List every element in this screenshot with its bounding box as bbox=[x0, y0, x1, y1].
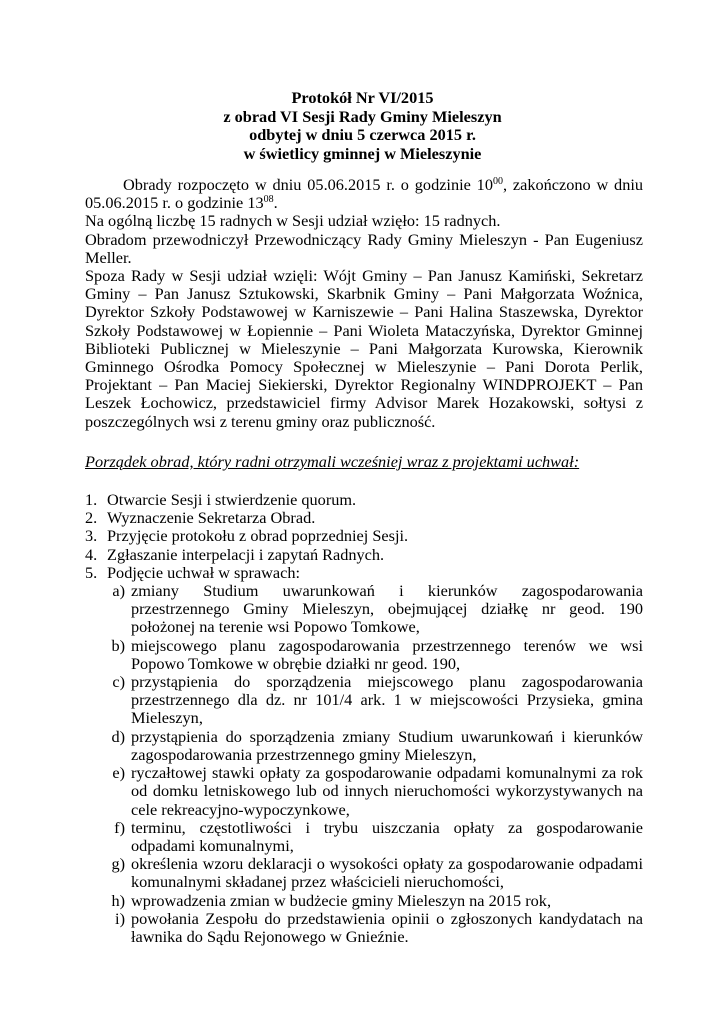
agenda-subitem bbox=[85, 728, 643, 764]
protocol-title bbox=[0, 89, 725, 163]
subitem-text: terminu, częstotliwości i trybu uiszczania opłaty za gospodarowanie odpadami komunalnymi, bbox=[131, 817, 643, 855]
agenda-subitem bbox=[85, 582, 643, 637]
guests-paragraph: Spoza Rady w Sesji udział wzięli: Wójt Gminy – Pan Janusz Kamiński, Sekretarz Gminy – Pan Janusz Sztukowski, Skarbnik Gminy – Pani Małgorzata Woźnica, Dyrektor Szkoły Podstawowej w Karniszewie – Pani Halina Staszewska, Dyrektor Szkoły Podstawowej w Łopiennie – Pani Wioleta Mataczyńska, Dyrektor Gminnej Biblioteki Publicznej w Mieleszynie – Pani Małgorzata Kurowska, Kierownik Gminnego Ośrodka Pomocy Społecznej w Mieleszynie – Pani Dorota Perlik, Projektant – Pan Maciej Siekierski, Dyrektor Regionalny WINDPROJEKT – Pan Leszek Łochowicz, przedstawiciel firmy Advisor Marek Hozakowski, sołtysi z poszczególnych wsi z terenu gminy oraz publiczność. bbox=[85, 266, 643, 431]
chair-paragraph: Obradom przewodniczył Przewodniczący Rady Gminy Mieleszyn - Pan Eugeniusz Meller. bbox=[85, 229, 643, 267]
opening-text-a: Obrady rozpoczęto w dniu 05.06.2015 r. o godzinie 10 bbox=[123, 175, 493, 194]
title-line-4: w świetlicy gminnej w Mieleszynie bbox=[243, 143, 482, 163]
agenda-subitem bbox=[85, 673, 643, 728]
subitem-text: przystąpienia do sporządzenia zmiany Studium uwarunkowań i kierunków zagospodarowania przestrzennego gminy Mieleszyn, bbox=[131, 726, 643, 764]
subitem-letter: e) bbox=[112, 763, 125, 783]
agenda-item-number: 2. bbox=[85, 508, 98, 528]
start-minutes: 00 bbox=[492, 176, 503, 187]
subitem-text: ryczałtowej stawki opłaty za gospodarowanie odpadami komunalnymi za rok od domku letniskowego lub od innych nieruchomości wykorzystywanych na cele rekreacyjno-wypoczynkowe, bbox=[131, 763, 643, 819]
subitem-letter: g) bbox=[111, 854, 125, 874]
agenda-subitem bbox=[85, 892, 643, 910]
subitem-text: wprowadzenia zmian w budżecie gminy Mieleszyn na 2015 rok, bbox=[131, 890, 552, 910]
agenda-subitem bbox=[85, 855, 643, 891]
agenda-item-text: Otwarcie Sesji i stwierdzenie quorum. bbox=[107, 490, 357, 510]
agenda-item-number: 5. bbox=[85, 562, 98, 582]
agenda-item-text: Wyznaczenie Sekretarza Obrad. bbox=[107, 508, 316, 528]
agenda-subitem bbox=[85, 819, 643, 855]
subitem-text: powołania Zespołu do przedstawienia opinii o zgłoszonych kandydatach na ławnika do Sądu Rejonowego w Gnieźnie. bbox=[131, 908, 643, 946]
agenda-item-text: Przyjęcie protokołu z obrad poprzedniej Sesji. bbox=[107, 526, 409, 546]
agenda-item bbox=[85, 546, 643, 564]
subitem-letter: f) bbox=[114, 817, 125, 837]
subitem-text: przystąpienia do sporządzenia miejscowego planu zagospodarowania przestrzennego dla dz. nr 101/4 ark. 1 w miejscowości Przysieka, gmina Mieleszyn, bbox=[131, 672, 643, 728]
subitem-letter: d) bbox=[111, 726, 125, 746]
subitem-text: miejscowego planu zagospodarowania przestrzennego terenów we wsi Popowo Tomkowe w obrębie działki nr geod. 190, bbox=[131, 635, 643, 673]
subitem-letter: a) bbox=[112, 581, 125, 601]
agenda-item bbox=[85, 564, 643, 582]
agenda-item bbox=[85, 509, 643, 527]
agenda-item-number: 4. bbox=[85, 544, 98, 564]
opening-text-c: . bbox=[273, 193, 278, 213]
attendance-paragraph: Na ogólną liczbę 15 radnych w Sesji udział wzięło: 15 radnych. bbox=[85, 211, 501, 231]
protocol-body bbox=[85, 176, 643, 946]
subitem-letter: b) bbox=[111, 635, 125, 655]
subitem-text: określenia wzoru deklaracji o wysokości opłaty za gospodarowanie odpadami komunalnymi składanej przez właścicieli nieruchomości, bbox=[131, 854, 643, 892]
subitem-letter: c) bbox=[112, 672, 125, 692]
opening-paragraph bbox=[85, 176, 643, 212]
title-line-2: z obrad VI Sesji Rady Gminy Mieleszyn bbox=[223, 106, 502, 126]
agenda-item bbox=[85, 527, 643, 545]
agenda-subitem bbox=[85, 910, 643, 946]
agenda-item-text: Podjęcie uchwał w sprawach: bbox=[107, 562, 301, 582]
end-minutes: 08 bbox=[263, 194, 274, 206]
title-line-1: Protokół Nr VI/2015 bbox=[291, 88, 434, 107]
subitem-text: zmiany Studium uwarunkowań i kierunków zagospodarowania przestrzennego Gminy Mieleszyn, obejmującej działkę nr geod. 190 położonej na terenie wsi Popowo Tomkowe, bbox=[131, 581, 643, 637]
agenda-list bbox=[85, 491, 643, 946]
subitem-letter: h) bbox=[111, 890, 125, 910]
agenda-subitem bbox=[85, 637, 643, 673]
subitem-letter: i) bbox=[115, 908, 125, 928]
agenda-item-text: Zgłaszanie interpelacji i zapytań Radnych. bbox=[107, 544, 385, 564]
opening-text-b: , zakończono w dniu 05.06.2015 r. o godzinie 13 bbox=[85, 175, 643, 213]
agenda-subitem bbox=[85, 764, 643, 819]
title-line-3: odbytej w dniu 5 czerwca 2015 r. bbox=[249, 125, 476, 144]
agenda-item-number: 1. bbox=[85, 490, 98, 510]
agenda-heading: Porządek obrad, który radni otrzymali wcześniej wraz z projektami uchwał: bbox=[85, 451, 580, 471]
agenda-item-number: 3. bbox=[85, 526, 98, 546]
agenda-item bbox=[85, 491, 643, 509]
